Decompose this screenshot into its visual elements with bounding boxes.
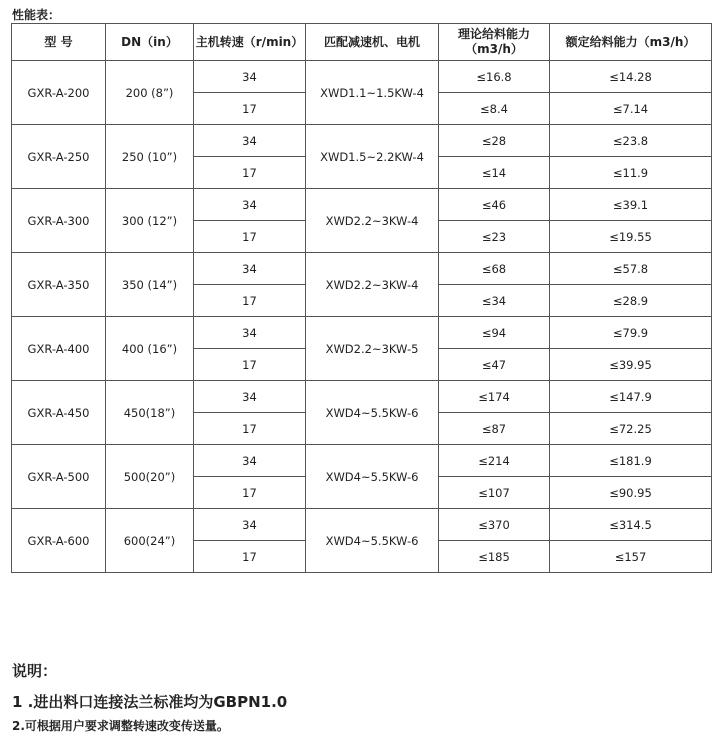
header-rated-capacity: 额定给料能力（m3/h） <box>550 24 712 61</box>
table-row <box>12 61 712 93</box>
speed-cell: 17 <box>194 285 306 317</box>
header-model: 型 号 <box>12 24 106 61</box>
table-row <box>12 445 712 477</box>
speed-cell: 34 <box>194 317 306 349</box>
speed-cell: 17 <box>194 413 306 445</box>
performance-table <box>11 23 712 573</box>
header-theory-capacity <box>439 24 550 61</box>
header-theory-line2: （m3/h） <box>465 42 523 56</box>
note-item-2: 2.可根据用户要求调整转速改变传送量。 <box>12 719 229 733</box>
table-body <box>12 61 712 573</box>
dn-cell: 400 (16”) <box>106 317 194 381</box>
rated-capacity-cell: ≤28.9 <box>550 285 712 317</box>
theory-capacity-cell: ≤8.4 <box>439 93 550 125</box>
table-caption: 性能表： <box>12 8 61 22</box>
speed-cell: 34 <box>194 381 306 413</box>
theory-capacity-cell: ≤46 <box>439 189 550 221</box>
rated-capacity-cell: ≤72.25 <box>550 413 712 445</box>
theory-capacity-cell: ≤14 <box>439 157 550 189</box>
speed-cell: 17 <box>194 349 306 381</box>
model-cell: GXR-A-400 <box>12 317 106 381</box>
dn-cell: 200 (8”) <box>106 61 194 125</box>
speed-cell: 17 <box>194 541 306 573</box>
motor-cell: XWD4~5.5KW-6 <box>306 381 439 445</box>
motor-cell: XWD1.1~1.5KW-4 <box>306 61 439 125</box>
rated-capacity-cell: ≤79.9 <box>550 317 712 349</box>
rated-capacity-cell: ≤39.95 <box>550 349 712 381</box>
motor-cell: XWD2.2~3KW-5 <box>306 317 439 381</box>
speed-cell: 34 <box>194 253 306 285</box>
theory-capacity-cell: ≤185 <box>439 541 550 573</box>
theory-capacity-cell: ≤174 <box>439 381 550 413</box>
speed-cell: 34 <box>194 189 306 221</box>
table-row <box>12 317 712 349</box>
rated-capacity-cell: ≤39.1 <box>550 189 712 221</box>
model-cell: GXR-A-450 <box>12 381 106 445</box>
model-cell: GXR-A-200 <box>12 61 106 125</box>
dn-cell: 300 (12”) <box>106 189 194 253</box>
header-dn: DN（in） <box>106 24 194 61</box>
speed-cell: 17 <box>194 157 306 189</box>
table-row <box>12 189 712 221</box>
theory-capacity-cell: ≤28 <box>439 125 550 157</box>
model-cell: GXR-A-350 <box>12 253 106 317</box>
table-row <box>12 381 712 413</box>
theory-capacity-cell: ≤94 <box>439 317 550 349</box>
table-row <box>12 125 712 157</box>
notes-section <box>12 660 287 734</box>
speed-cell: 34 <box>194 61 306 93</box>
motor-cell: XWD4~5.5KW-6 <box>306 445 439 509</box>
dn-cell: 350 (14”) <box>106 253 194 317</box>
theory-capacity-cell: ≤68 <box>439 253 550 285</box>
header-theory-line1: 理论给料能力 <box>457 27 530 41</box>
rated-capacity-cell: ≤147.9 <box>550 381 712 413</box>
motor-cell: XWD2.2~3KW-4 <box>306 189 439 253</box>
motor-cell: XWD1.5~2.2KW-4 <box>306 125 439 189</box>
header-motor: 匹配减速机、电机 <box>306 24 439 61</box>
rated-capacity-cell: ≤19.55 <box>550 221 712 253</box>
dn-cell: 450(18”) <box>106 381 194 445</box>
theory-capacity-cell: ≤214 <box>439 445 550 477</box>
speed-cell: 17 <box>194 93 306 125</box>
rated-capacity-cell: ≤57.8 <box>550 253 712 285</box>
model-cell: GXR-A-250 <box>12 125 106 189</box>
rated-capacity-cell: ≤14.28 <box>550 61 712 93</box>
model-cell: GXR-A-600 <box>12 509 106 573</box>
speed-cell: 34 <box>194 445 306 477</box>
motor-cell: XWD4~5.5KW-6 <box>306 509 439 573</box>
table-header-row <box>12 24 712 61</box>
speed-cell: 17 <box>194 221 306 253</box>
dn-cell: 250 (10”) <box>106 125 194 189</box>
theory-capacity-cell: ≤107 <box>439 477 550 509</box>
theory-capacity-cell: ≤16.8 <box>439 61 550 93</box>
theory-capacity-cell: ≤47 <box>439 349 550 381</box>
speed-cell: 17 <box>194 477 306 509</box>
rated-capacity-cell: ≤90.95 <box>550 477 712 509</box>
rated-capacity-cell: ≤181.9 <box>550 445 712 477</box>
note-item-1: 1 .进出料口连接法兰标准均为GBPN1.0 <box>12 693 288 711</box>
table-row <box>12 509 712 541</box>
theory-capacity-cell: ≤87 <box>439 413 550 445</box>
table-row <box>12 253 712 285</box>
speed-cell: 34 <box>194 509 306 541</box>
header-speed: 主机转速（r/min） <box>194 24 306 61</box>
rated-capacity-cell: ≤314.5 <box>550 509 712 541</box>
theory-capacity-cell: ≤34 <box>439 285 550 317</box>
dn-cell: 500(20”) <box>106 445 194 509</box>
speed-cell: 34 <box>194 125 306 157</box>
theory-capacity-cell: ≤23 <box>439 221 550 253</box>
model-cell: GXR-A-500 <box>12 445 106 509</box>
dn-cell: 600(24”) <box>106 509 194 573</box>
rated-capacity-cell: ≤7.14 <box>550 93 712 125</box>
rated-capacity-cell: ≤23.8 <box>550 125 712 157</box>
rated-capacity-cell: ≤157 <box>550 541 712 573</box>
model-cell: GXR-A-300 <box>12 189 106 253</box>
theory-capacity-cell: ≤370 <box>439 509 550 541</box>
rated-capacity-cell: ≤11.9 <box>550 157 712 189</box>
notes-title: 说明： <box>12 662 58 680</box>
motor-cell: XWD2.2~3KW-4 <box>306 253 439 317</box>
